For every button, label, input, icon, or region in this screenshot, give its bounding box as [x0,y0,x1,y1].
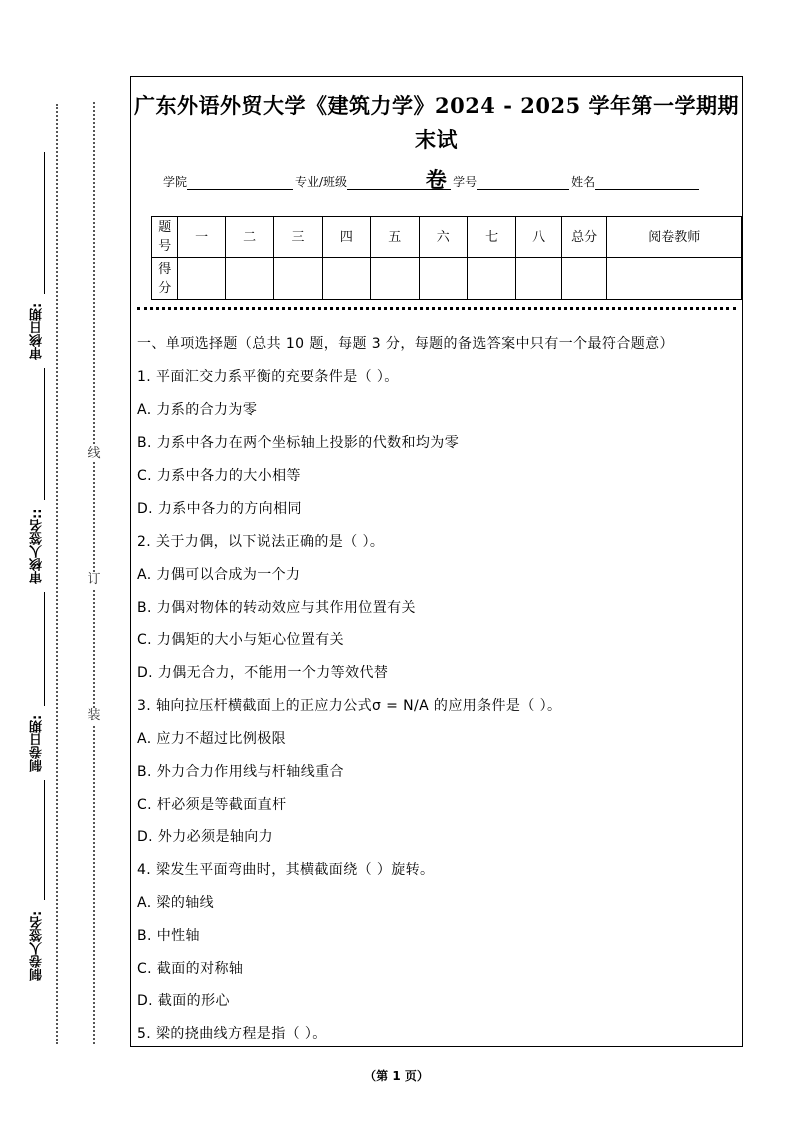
question-3-option-a[interactable]: A. 应力不超过比例极限 [137,731,287,747]
score-col-3: 三 [274,217,322,258]
score-cell-2[interactable] [225,258,273,300]
score-col-2: 二 [225,217,273,258]
review-date-label: 审核日期: [30,302,45,360]
student-id-label: 学号 [453,175,478,189]
question-3-option-d[interactable]: D. 外力必须是轴向力 [137,829,274,845]
student-info-fields [163,173,723,190]
binding-mark-glue: 装 [84,708,104,724]
question-2-stem: 2. 关于力偶，以下说法正确的是（ ）。 [137,534,385,550]
question-5-stem: 5. 梁的挠曲线方程是指（ ）。 [137,1026,327,1042]
question-1-stem: 1. 平面汇交力系平衡的充要条件是（ ）。 [137,369,399,385]
question-2-option-a[interactable]: A. 力偶可以合成为一个力 [137,567,301,583]
score-cell-total[interactable] [561,258,607,300]
score-col-grader: 阅卷教师 [607,217,742,258]
header-separator [137,307,736,310]
review-date-line [44,152,45,294]
score-table-row2-label: 得分 [152,258,178,300]
score-col-total: 总分 [561,217,607,258]
score-table [151,216,742,300]
left-dotted-line [56,104,58,1044]
score-cell-6[interactable] [419,258,467,300]
name-label: 姓名 [571,175,596,189]
question-1-option-b[interactable]: B. 力系中各力在两个坐标轴上投影的代数和均为零 [137,435,460,451]
score-table-header-row [152,217,742,258]
score-cell-5[interactable] [371,258,419,300]
score-col-1: 一 [178,217,225,258]
binding-mark-staple: 订 [84,572,104,588]
question-4-stem: 4. 梁发生平面弯曲时，其横截面绕（ ）旋转。 [137,862,435,878]
score-table-row1-label: 题号 [152,217,178,258]
score-cell-4[interactable] [322,258,370,300]
reviewer-signature-line [44,368,45,500]
question-2-option-c[interactable]: C. 力偶矩的大小与矩心位置有关 [137,632,345,648]
college-input-line[interactable] [187,176,293,190]
score-col-7: 七 [467,217,515,258]
score-cell-grader[interactable] [607,258,742,300]
question-1-option-c[interactable]: C. 力系中各力的大小相等 [137,468,301,484]
page-number: （第 1 页） [364,1069,429,1083]
question-4-option-a[interactable]: A. 梁的轴线 [137,895,215,911]
major-class-label: 专业/班级 [295,175,348,189]
score-table-score-row [152,258,742,300]
name-input-line[interactable] [595,176,699,190]
make-date-label: 制卷日期: [30,714,45,772]
score-col-5: 五 [371,217,419,258]
question-3-option-c[interactable]: C. 杆必须是等截面直杆 [137,797,287,813]
section1-heading: 一、单项选择题（总共 10 题，每题 3 分，每题的备选答案中只有一个最符合题意） [137,336,674,352]
question-2-option-d[interactable]: D. 力偶无合力，不能用一个力等效代替 [137,665,389,681]
binding-mark-line: 线 [84,446,104,462]
college-label: 学院 [163,175,188,189]
question-4-option-d[interactable]: D. 截面的形心 [137,993,230,1009]
question-1-option-a[interactable]: A. 力系的合力为零 [137,402,258,418]
maker-signature-line [44,780,45,900]
exam-frame [130,76,743,1047]
score-cell-7[interactable] [467,258,515,300]
student-id-input-line[interactable] [477,176,569,190]
question-4-option-c[interactable]: C. 截面的对称轴 [137,961,244,977]
make-date-line [44,592,45,706]
score-col-4: 四 [322,217,370,258]
question-1-option-d[interactable]: D. 力系中各力的方向相同 [137,501,302,517]
question-2-option-b[interactable]: B. 力偶对物体的转动效应与其作用位置有关 [137,600,416,616]
major-class-input-line[interactable] [347,176,451,190]
score-cell-3[interactable] [274,258,322,300]
score-col-6: 六 [419,217,467,258]
exam-title-line2: 卷 [425,167,448,192]
reviewer-signature-label: 审核人签名:: [30,508,45,584]
question-3-option-b[interactable]: B. 外力合力作用线与杆轴线重合 [137,764,344,780]
score-cell-1[interactable] [178,258,225,300]
question-3-stem: 3. 轴向拉压杆横截面上的正应力公式σ = N/A 的应用条件是（ ）。 [137,698,562,714]
score-cell-8[interactable] [516,258,562,300]
maker-signature-label: 制卷人签名: [30,910,45,982]
question-4-option-b[interactable]: B. 中性轴 [137,928,200,944]
exam-title-line1: 广东外语外贸大学《建筑力学》2024 - 2025 学年第一学期期末试 [133,93,740,152]
score-col-8: 八 [516,217,562,258]
